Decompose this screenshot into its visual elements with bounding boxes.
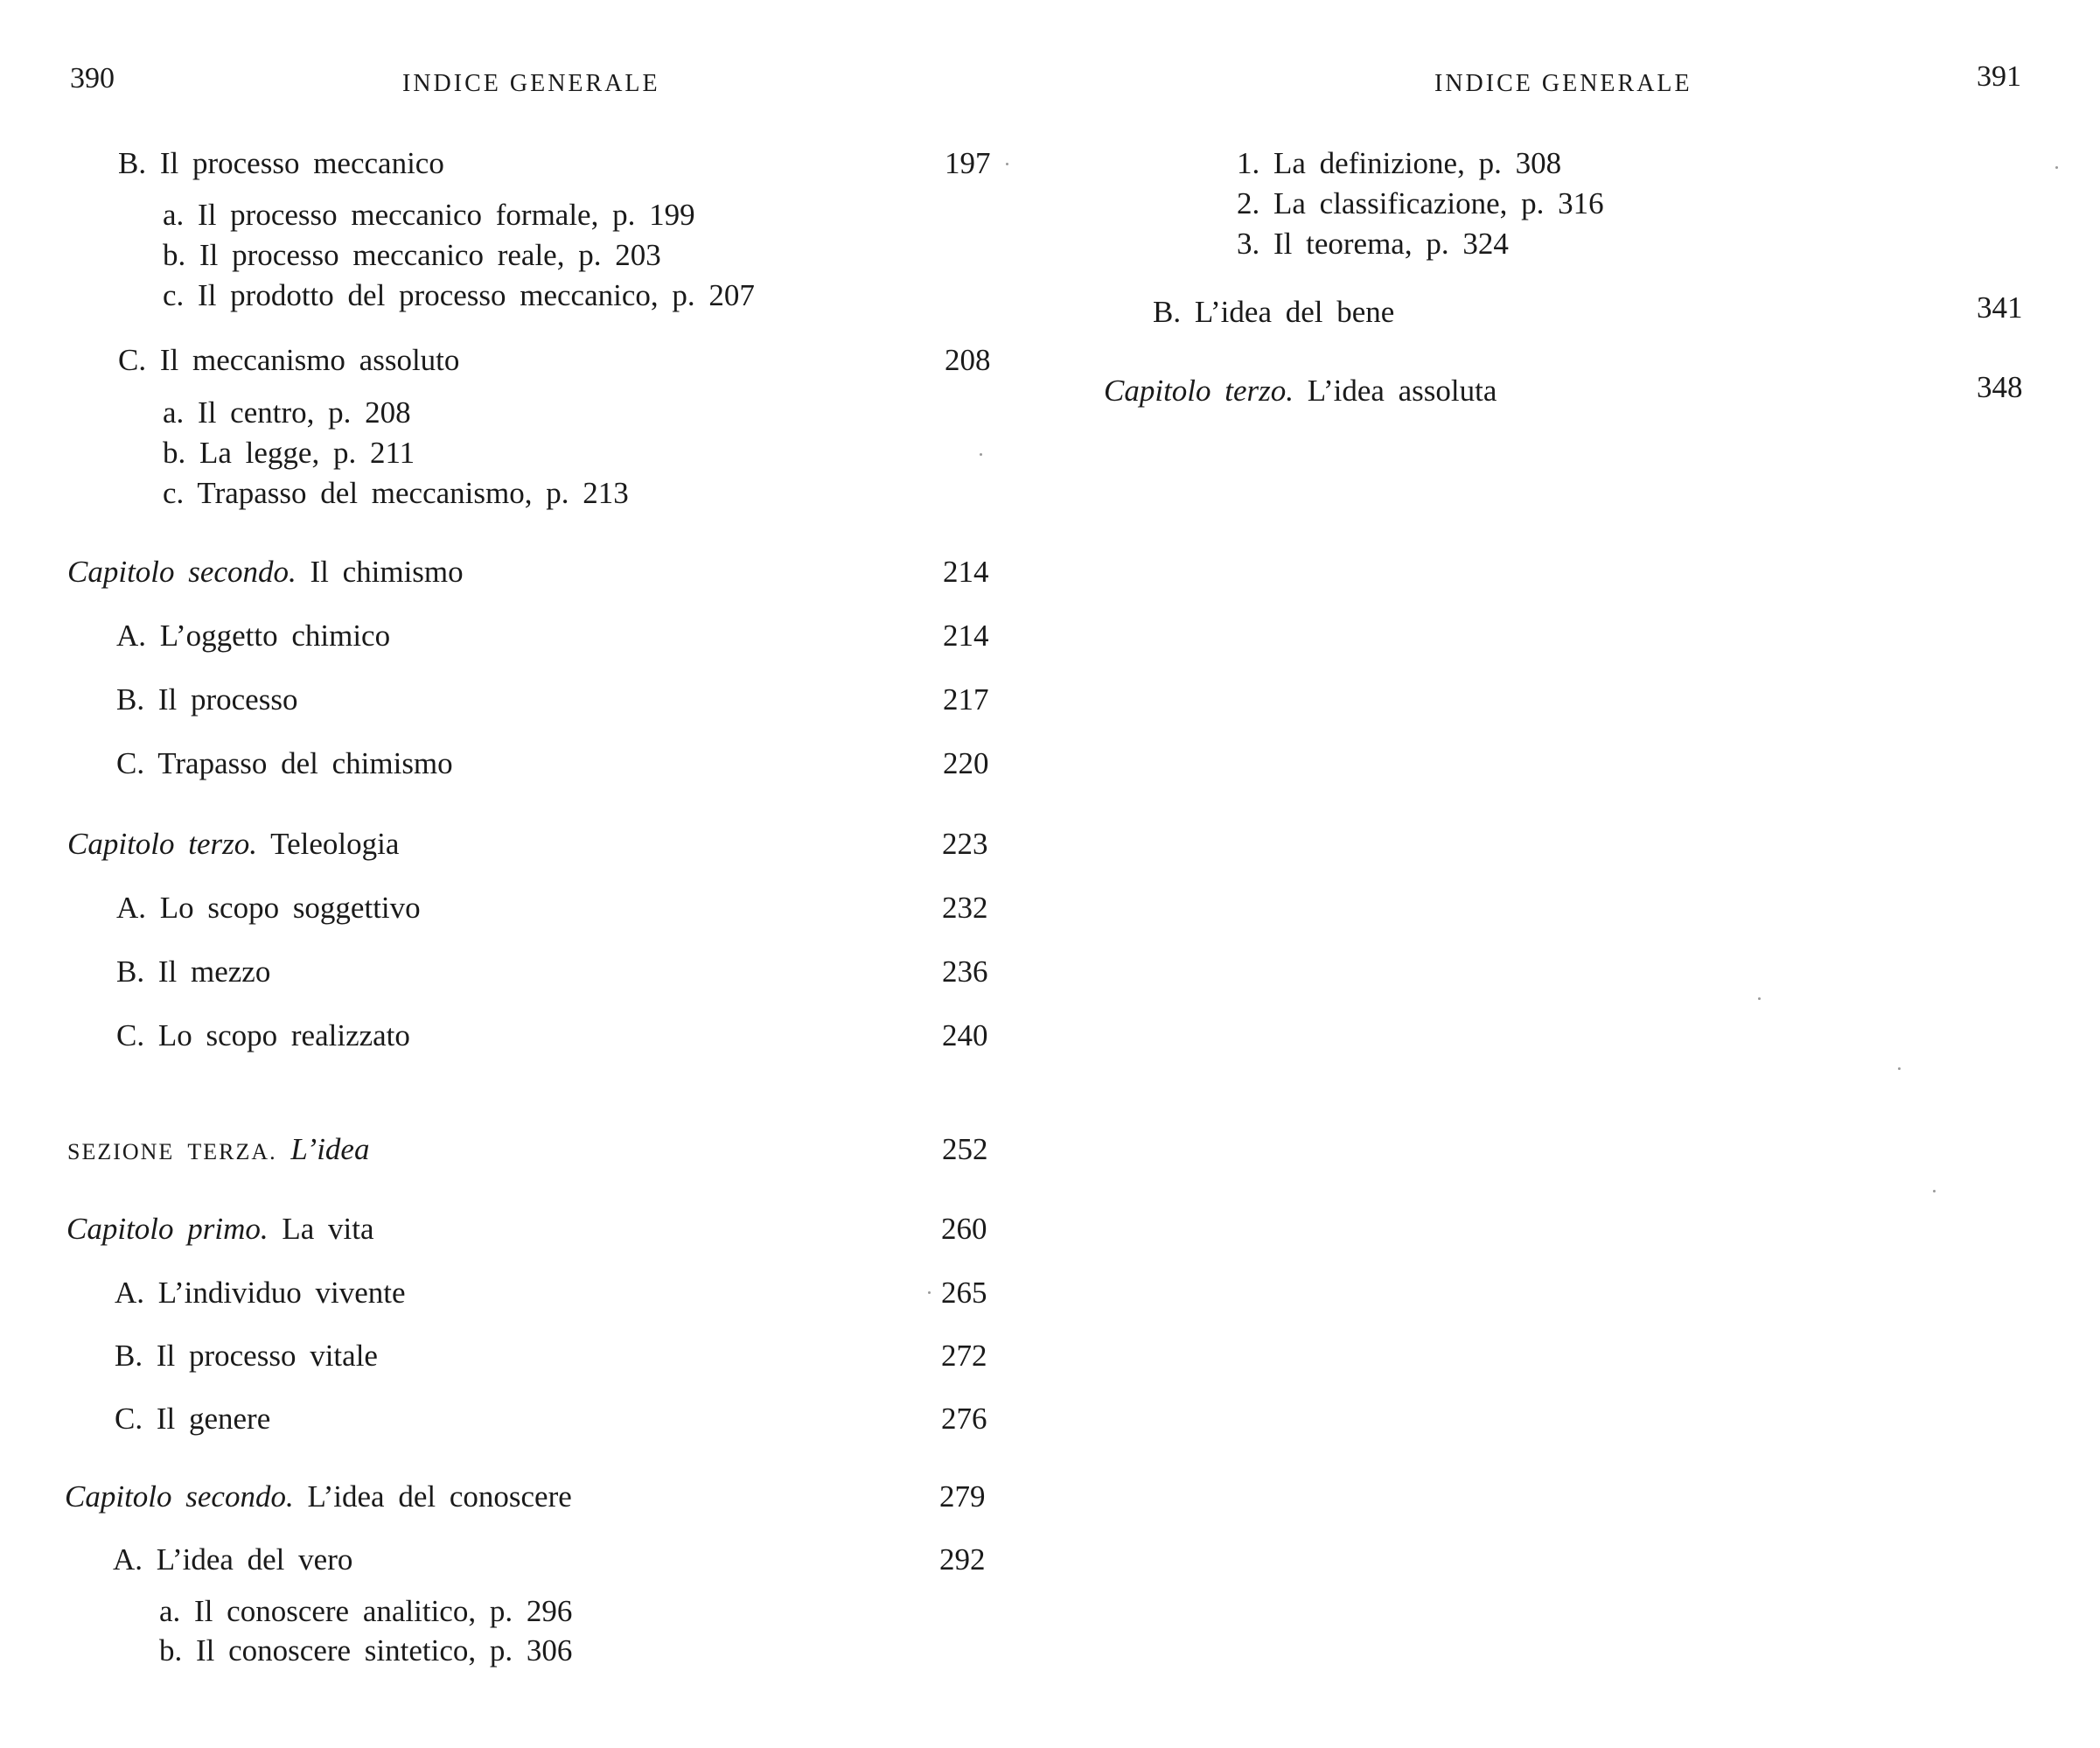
toc-subentry	[163, 393, 411, 433]
scan-speck	[1898, 1067, 1901, 1070]
toc-entry	[116, 680, 297, 720]
entry-text: L’oggetto chimico	[159, 619, 391, 653]
entry-marker: b.	[163, 238, 186, 272]
toc-subentry	[163, 473, 629, 514]
entry-text: Il conoscere analitico, p. 296	[194, 1594, 573, 1628]
toc-subentry	[163, 276, 755, 316]
toc-entry	[1153, 292, 1394, 332]
toc-chapter	[65, 1477, 572, 1517]
entry-marker: a.	[163, 198, 185, 232]
chapter-label: Capitolo secondo.	[65, 1479, 294, 1514]
toc-entry	[116, 616, 390, 656]
chapter-label: Capitolo terzo.	[1104, 374, 1294, 408]
toc-entry	[116, 952, 270, 992]
page-number: 390	[70, 62, 115, 94]
scan-speck	[980, 453, 982, 456]
entry-page: 252	[942, 1132, 988, 1166]
entry-page: 272	[941, 1339, 987, 1373]
toc-subentry	[163, 433, 415, 473]
scan-speck	[2055, 166, 2058, 169]
entry-marker: A.	[116, 891, 147, 925]
toc-entry	[115, 1399, 270, 1439]
entry-text: Il meccanismo assoluto	[159, 343, 460, 377]
toc-subentry	[1237, 143, 1561, 184]
entry-marker: 3.	[1237, 227, 1260, 261]
scan-speck	[1758, 997, 1761, 1000]
entry-marker: 1.	[1237, 146, 1260, 180]
entry-marker: A.	[113, 1542, 143, 1577]
entry-text: Il processo	[157, 682, 298, 717]
entry-text: Lo scopo soggettivo	[159, 891, 421, 925]
toc-chapter	[67, 552, 464, 592]
entry-text: Il conoscere sintetico, p. 306	[196, 1633, 573, 1668]
entry-page: 208	[945, 343, 991, 377]
entry-page: 292	[939, 1542, 986, 1577]
chapter-label: Capitolo terzo.	[67, 827, 258, 861]
entry-marker: B.	[1153, 295, 1182, 329]
toc-chapter	[67, 824, 399, 864]
entry-marker: C.	[116, 1018, 145, 1052]
entry-marker: b.	[163, 436, 186, 470]
entry-marker: A.	[116, 619, 147, 653]
toc-entry	[116, 1016, 410, 1056]
entry-marker: B.	[116, 682, 145, 717]
entry-text: Trapasso del meccanismo, p. 213	[197, 476, 629, 510]
toc-subentry	[1237, 184, 1604, 224]
entry-page: 236	[942, 954, 988, 989]
scan-speck	[1933, 1190, 1936, 1192]
entry-text: Il prodotto del processo meccanico, p. 207	[198, 278, 755, 312]
entry-text: Il processo vitale	[156, 1339, 378, 1373]
entry-page: 279	[939, 1479, 986, 1514]
toc-subentry	[159, 1631, 572, 1671]
toc-chapter	[66, 1209, 374, 1249]
entry-text: Il teorema, p. 324	[1273, 227, 1509, 261]
entry-page: 265	[941, 1276, 987, 1310]
scan-speck	[1006, 163, 1008, 165]
entry-text: La classificazione, p. 316	[1273, 186, 1604, 220]
entry-text: Il centro, p. 208	[198, 395, 411, 430]
entry-text: L’idea	[290, 1132, 370, 1166]
entry-text: Il processo meccanico formale, p. 199	[198, 198, 695, 232]
entry-marker: A.	[115, 1276, 145, 1310]
entry-text: Il mezzo	[157, 954, 271, 989]
entry-text: La vita	[282, 1212, 374, 1246]
running-head: INDICE GENERALE	[1434, 70, 1692, 97]
entry-text: Il genere	[156, 1402, 271, 1436]
toc-entry	[118, 143, 444, 184]
entry-marker: C.	[115, 1402, 143, 1436]
entry-page: 197	[945, 146, 991, 180]
entry-page: 348	[1977, 370, 2023, 404]
entry-marker: C.	[118, 343, 147, 377]
entry-text: Il chimismo	[310, 555, 464, 589]
toc-entry	[115, 1273, 406, 1313]
toc-entry	[116, 888, 421, 928]
entry-page: 232	[942, 891, 988, 925]
entry-text: L’idea del conoscere	[307, 1479, 572, 1514]
entry-page: 217	[943, 682, 989, 717]
left-page	[0, 0, 1032, 1748]
entry-marker: B.	[116, 954, 145, 989]
section-label: SEZIONE TERZA.	[67, 1139, 277, 1164]
toc-chapter	[1104, 371, 1497, 411]
entry-marker: B.	[115, 1339, 143, 1373]
entry-marker: a.	[159, 1594, 181, 1628]
entry-text: Il processo meccanico	[159, 146, 444, 180]
toc-subentry	[163, 195, 695, 235]
entry-page: 214	[943, 619, 989, 653]
toc-entry	[115, 1336, 378, 1376]
entry-page: 260	[941, 1212, 987, 1246]
chapter-label: Capitolo primo.	[66, 1212, 269, 1246]
entry-marker: B.	[118, 146, 147, 180]
toc-entry	[113, 1540, 352, 1580]
entry-text: L’idea del vero	[156, 1542, 353, 1577]
toc-section	[67, 1129, 369, 1172]
page-number: 391	[1977, 60, 2021, 93]
entry-page: 223	[942, 827, 988, 861]
entry-marker: a.	[163, 395, 185, 430]
entry-page: 240	[942, 1018, 988, 1052]
toc-subentry	[1237, 224, 1509, 264]
entry-text: L’individuo vivente	[157, 1276, 406, 1310]
entry-marker: c.	[163, 476, 185, 510]
right-page	[1032, 0, 2100, 1748]
toc-entry	[118, 340, 459, 381]
entry-marker: 2.	[1237, 186, 1260, 220]
entry-text: La definizione, p. 308	[1273, 146, 1562, 180]
entry-marker: C.	[116, 746, 145, 780]
toc-subentry	[163, 235, 661, 276]
entry-text: Teleologia	[270, 827, 400, 861]
entry-text: Lo scopo realizzato	[157, 1018, 410, 1052]
chapter-label: Capitolo secondo.	[67, 555, 297, 589]
entry-marker: c.	[163, 278, 185, 312]
entry-text: L’idea assoluta	[1307, 374, 1497, 408]
entry-text: Trapasso del chimismo	[157, 746, 453, 780]
entry-page: 341	[1977, 290, 2023, 325]
entry-text: Il processo meccanico reale, p. 203	[199, 238, 661, 272]
toc-subentry	[159, 1591, 572, 1632]
running-head: INDICE GENERALE	[402, 70, 660, 97]
entry-text: La legge, p. 211	[199, 436, 415, 470]
entry-page: 276	[941, 1402, 987, 1436]
scan-speck	[928, 1291, 931, 1294]
entry-page: 214	[943, 555, 989, 589]
entry-page: 220	[943, 746, 989, 780]
entry-text: L’idea del bene	[1194, 295, 1395, 329]
entry-marker: b.	[159, 1633, 183, 1668]
toc-entry	[116, 744, 453, 784]
